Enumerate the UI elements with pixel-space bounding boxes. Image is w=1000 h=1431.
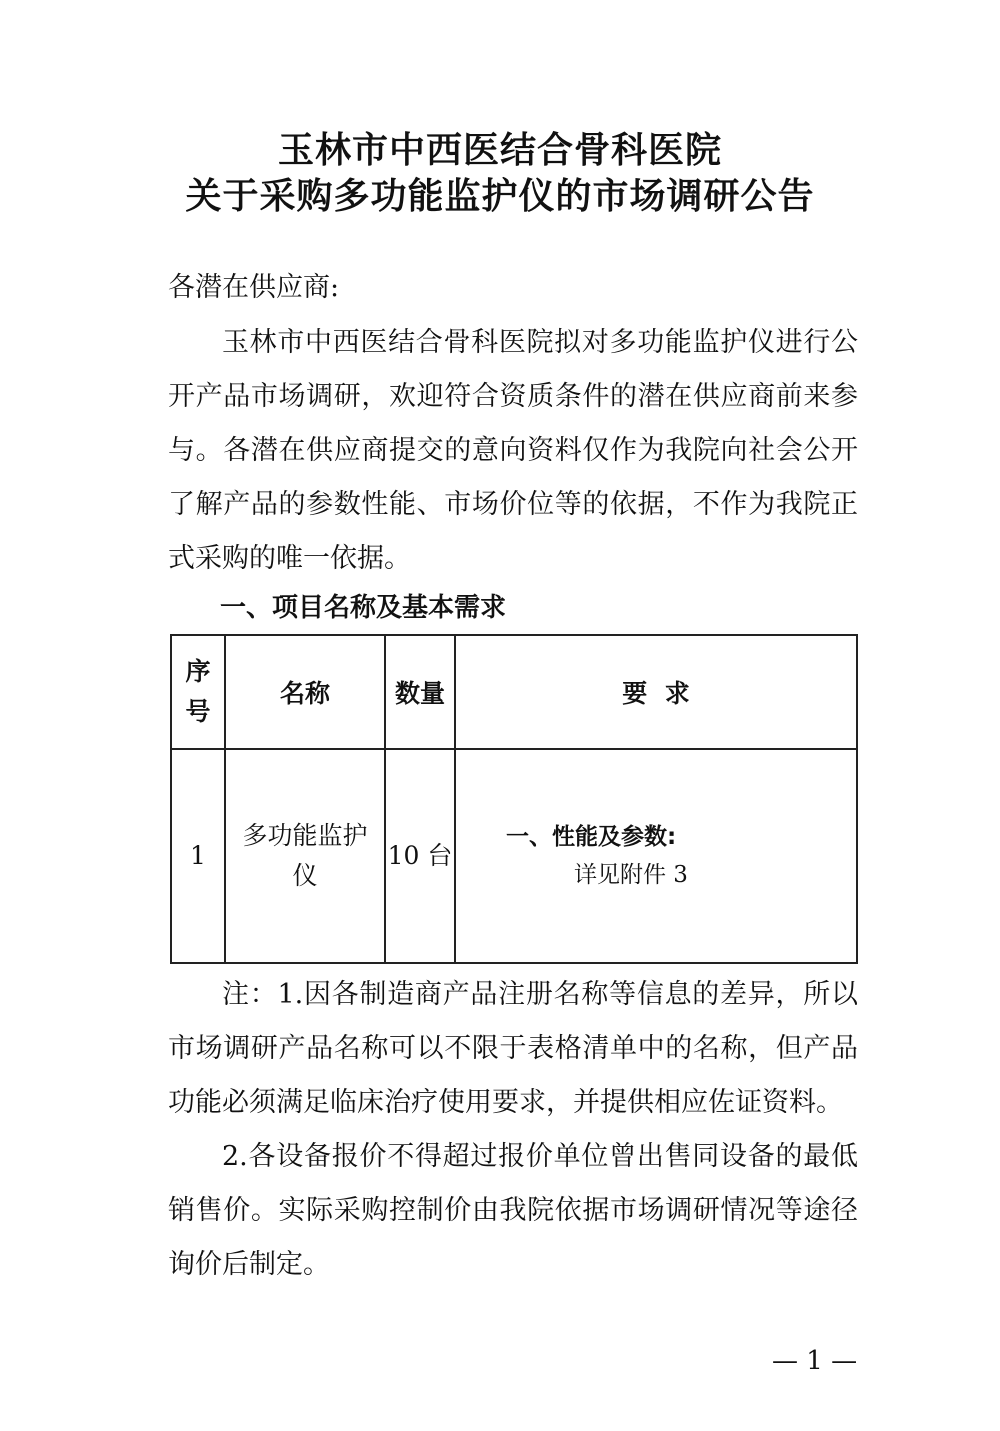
- cell-seq: 1: [171, 749, 225, 963]
- section-heading-project: 一、项目名称及基本需求: [220, 593, 507, 623]
- header-requirements-label: 要 求: [622, 679, 690, 708]
- header-qty: 数量: [385, 635, 455, 749]
- document-title-line2: 关于采购多功能监护仪的市场调研公告: [185, 176, 815, 217]
- note-1: 注：1.因各制造商产品注册名称等信息的差异，所以市场调研产品名称可以不限于表格清单中的名称，但产品功能必须满足临床治疗使用要求，并提供相应佐证资料。: [168, 979, 858, 1118]
- cell-requirements: [455, 749, 857, 963]
- table-header-row: [171, 635, 857, 749]
- requirements-table: [170, 634, 858, 964]
- cell-qty: 10 台: [385, 749, 455, 963]
- header-seq: [171, 635, 225, 749]
- header-requirements: [455, 635, 857, 749]
- requirements-heading: 一、性能及参数:: [506, 824, 677, 850]
- note-2: 2.各设备报价不得超过报价单位曾出售同设备的最低销售价。实际采购控制价由我院依据市场调研情况等途径询价后制定。: [168, 1141, 858, 1280]
- cell-name-text: 多功能监护仪: [242, 821, 368, 890]
- greeting: 各潜在供应商:: [168, 272, 340, 303]
- table-row: [171, 749, 857, 963]
- requirements-detail: 详见附件 3: [574, 862, 688, 888]
- header-name: 名称: [225, 635, 385, 749]
- cell-name: [225, 749, 385, 963]
- header-seq-line2: 号: [185, 697, 211, 726]
- requirements-content: [456, 818, 856, 894]
- intro-paragraph: 玉林市中西医结合骨科医院拟对多功能监护仪进行公开产品市场调研，欢迎符合资质条件的潜在供应商前来参与。各潜在供应商提交的意向资料仅作为我院向社会公开了解产品的参数性能、市场价位等的依据，不作为我院正式采购的唯一依据。: [168, 327, 858, 574]
- document-title-line1: 玉林市中西医结合骨科医院: [277, 130, 722, 171]
- header-seq-line1: 序: [185, 657, 211, 686]
- page-number: — 1 —: [772, 1346, 858, 1376]
